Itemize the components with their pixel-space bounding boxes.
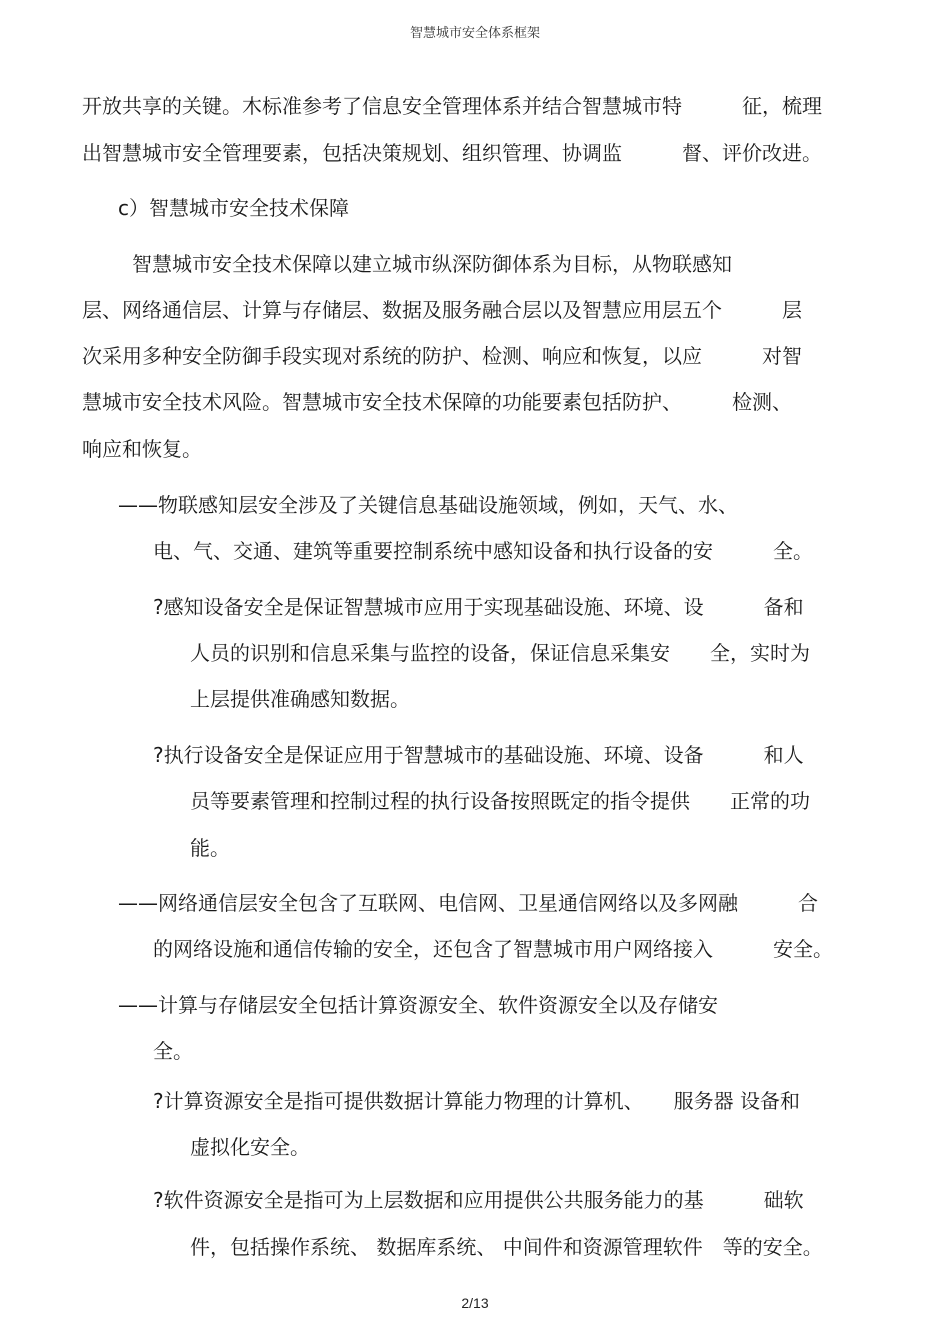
text-line: 响应和恢复。: [82, 437, 202, 461]
text-line: 层、网络通信层、计算与存储层、数据及服务融合层以及智慧应用层五个 层: [82, 298, 802, 322]
text-line: 慧城市安全技术风险。智慧城市安全技术保障的功能要素包括防护、 检测、: [82, 390, 792, 414]
text-line: 员等要素管理和控制过程的执行设备按照既定的指令提供 正常的功: [190, 789, 810, 813]
dash-list-item: ——物联感知层安全涉及了关键信息基础设施领域，例如，天气、水、: [118, 493, 738, 517]
text-line: 能。: [190, 836, 230, 860]
text-line: 次采用多种安全防御手段实现对系统的防护、检测、响应和恢复，以应 对智: [82, 344, 802, 368]
text-line: 人员的识别和信息采集与监控的设备，保证信息采集安 全，实时为: [190, 641, 810, 665]
text-line: 件，包括操作系统、 数据库系统、 中间件和资源管理软件 等的安全。: [190, 1235, 823, 1259]
bullet-list-item: ?执行设备安全是保证应用于智慧城市的基础设施、环境、设备 和人: [153, 743, 804, 767]
text-line: 出智慧城市安全管理要素，包括决策规划、组织管理、协调监 督、评价改进。: [82, 141, 822, 165]
text-line: 虚拟化安全。: [190, 1135, 310, 1159]
bullet-list-item: ?感知设备安全是保证智慧城市应用于实现基础设施、环境、设 备和: [153, 595, 804, 619]
text-line: 的网络设施和通信传输的安全，还包含了智慧城市用户网络接入 安全。: [153, 937, 833, 961]
text-line: 上层提供准确感知数据。: [190, 687, 410, 711]
bullet-list-item: ?计算资源安全是指可提供数据计算能力物理的计算机、 服务器 设备和: [153, 1089, 800, 1113]
dash-list-item: ——网络通信层安全包含了互联网、电信网、卫星通信网络以及多网融 合: [118, 891, 818, 915]
dash-list-item: ——计算与存储层安全包括计算资源安全、软件资源安全以及存储安: [118, 993, 718, 1017]
bullet-list-item: ?软件资源安全是指可为上层数据和应用提供公共服务能力的基 础软: [153, 1188, 804, 1212]
subsection-heading: c）智慧城市安全技术保障: [118, 196, 349, 220]
page-number: 2/13: [461, 1295, 489, 1311]
text-line: 全。: [153, 1039, 193, 1063]
text-line: 开放共享的关键。木标准参考了信息安全管理体系并结合智慧城市特 征，梳理: [82, 94, 822, 118]
page-header-title: 智慧城市安全体系框架: [409, 26, 540, 41]
text-line: 智慧城市安全技术保障以建立城市纵深防御体系为目标，从物联感知: [132, 252, 732, 276]
text-line: 电、气、交通、建筑等重要控制系统中感知设备和执行设备的安 全。: [153, 539, 813, 563]
